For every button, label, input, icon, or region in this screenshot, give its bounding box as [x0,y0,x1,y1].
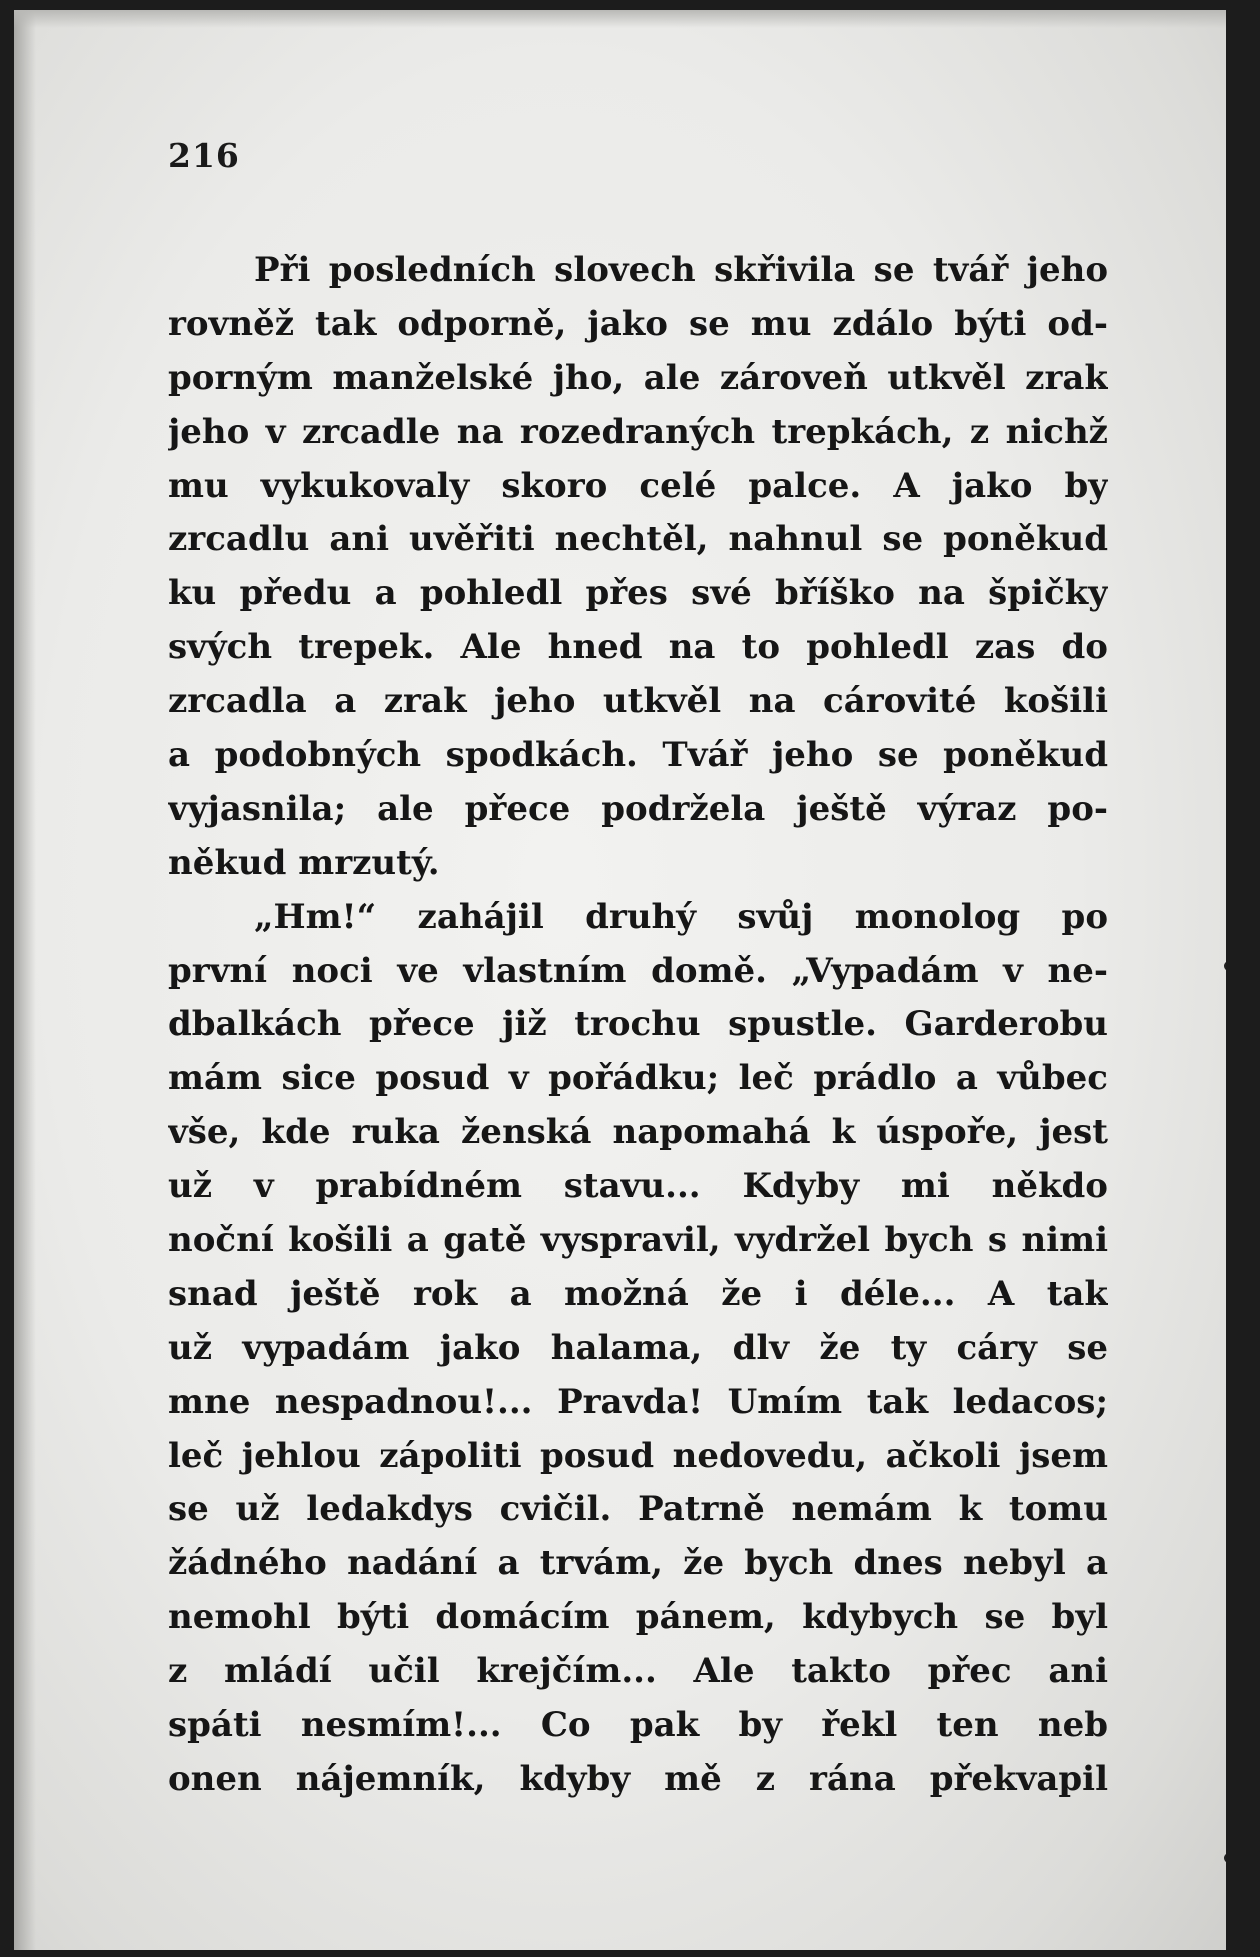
text-line: nemohl býti domácím pánem, kdybych se byl [168,1597,1108,1638]
text-line: mne nespadnou!... Pravda! Umím tak ledacos; [168,1381,1108,1422]
text-line: žádného nadání a trvám, že bych dnes nebyl a [168,1543,1108,1584]
text-line: leč jehlou zápoliti posud nedovedu, ačkoli jsem [168,1435,1108,1476]
text-line: jeho v zrcadle na rozedraných trepkách, z nichž [168,411,1108,452]
text-line: se už ledakdys cvičil. Patrně nemám k tomu [168,1489,1108,1530]
margin-mark [1224,960,1226,972]
text-line: už vypadám jako halama, dlv že ty cáry se [168,1327,1108,1368]
body-text [168,244,1108,1807]
text-line: rovněž tak odporně, jako se mu zdálo býti od- [168,303,1108,344]
book-page [14,10,1226,1950]
text-line: zrcadla a zrak jeho utkvěl na cárovité košili [168,681,1108,722]
text-line: už v prabídném stavu... Kdyby mi někdo [168,1166,1108,1207]
text-line: první noci ve vlastním domě. „Vypadám v ne- [168,950,1108,991]
text-line: ku předu a pohledl přes své bříško na špičky [168,573,1108,614]
text-line: vše, kde ruka ženská napomahá k úspoře, jest [168,1112,1108,1153]
text-line: Při posledních slovech skřivila se tvář jeho [254,250,1108,290]
text-line: porným manželské jho, ale zároveň utkvěl zrak [168,357,1108,398]
margin-mark [1224,1852,1226,1864]
text-line: snad ještě rok a možná že i déle... A tak [168,1273,1108,1314]
text-line: dbalkách přece již trochu spustle. Garderobu [168,1004,1108,1045]
text-line: mám sice posud v pořádku; leč prádlo a vůbec [168,1058,1108,1099]
text-line: „Hm!“ zahájil druhý svůj monolog po [254,896,1108,937]
text-line: mu vykukovaly skoro celé palce. A jako by [168,465,1108,506]
page-edge-shadow-left [14,10,36,1950]
text-line: vyjasnila; ale přece podržela ještě výraz po- [168,788,1108,829]
text-line: a podobných spodkách. Tvář jeho se poněkud [168,735,1108,776]
text-line: někud mrzutý. [168,842,440,883]
text-line: zrcadlu ani uvěřiti nechtěl, nahnul se poněkud [168,519,1108,560]
text-line: onen nájemník, kdyby mě z rána překvapil [168,1758,1108,1799]
page-number: 216 [168,136,240,175]
page-edge-shadow-top [14,10,1226,28]
text-line: svých trepek. Ale hned na to pohledl zas do [168,627,1108,668]
text-line: z mládí učil krejčím... Ale takto přec ani [168,1651,1108,1692]
text-line: noční košili a gatě vyspravil, vydržel bych s nimi [168,1220,1108,1261]
text-line: spáti nesmím!... Co pak by řekl ten neb [168,1705,1108,1746]
